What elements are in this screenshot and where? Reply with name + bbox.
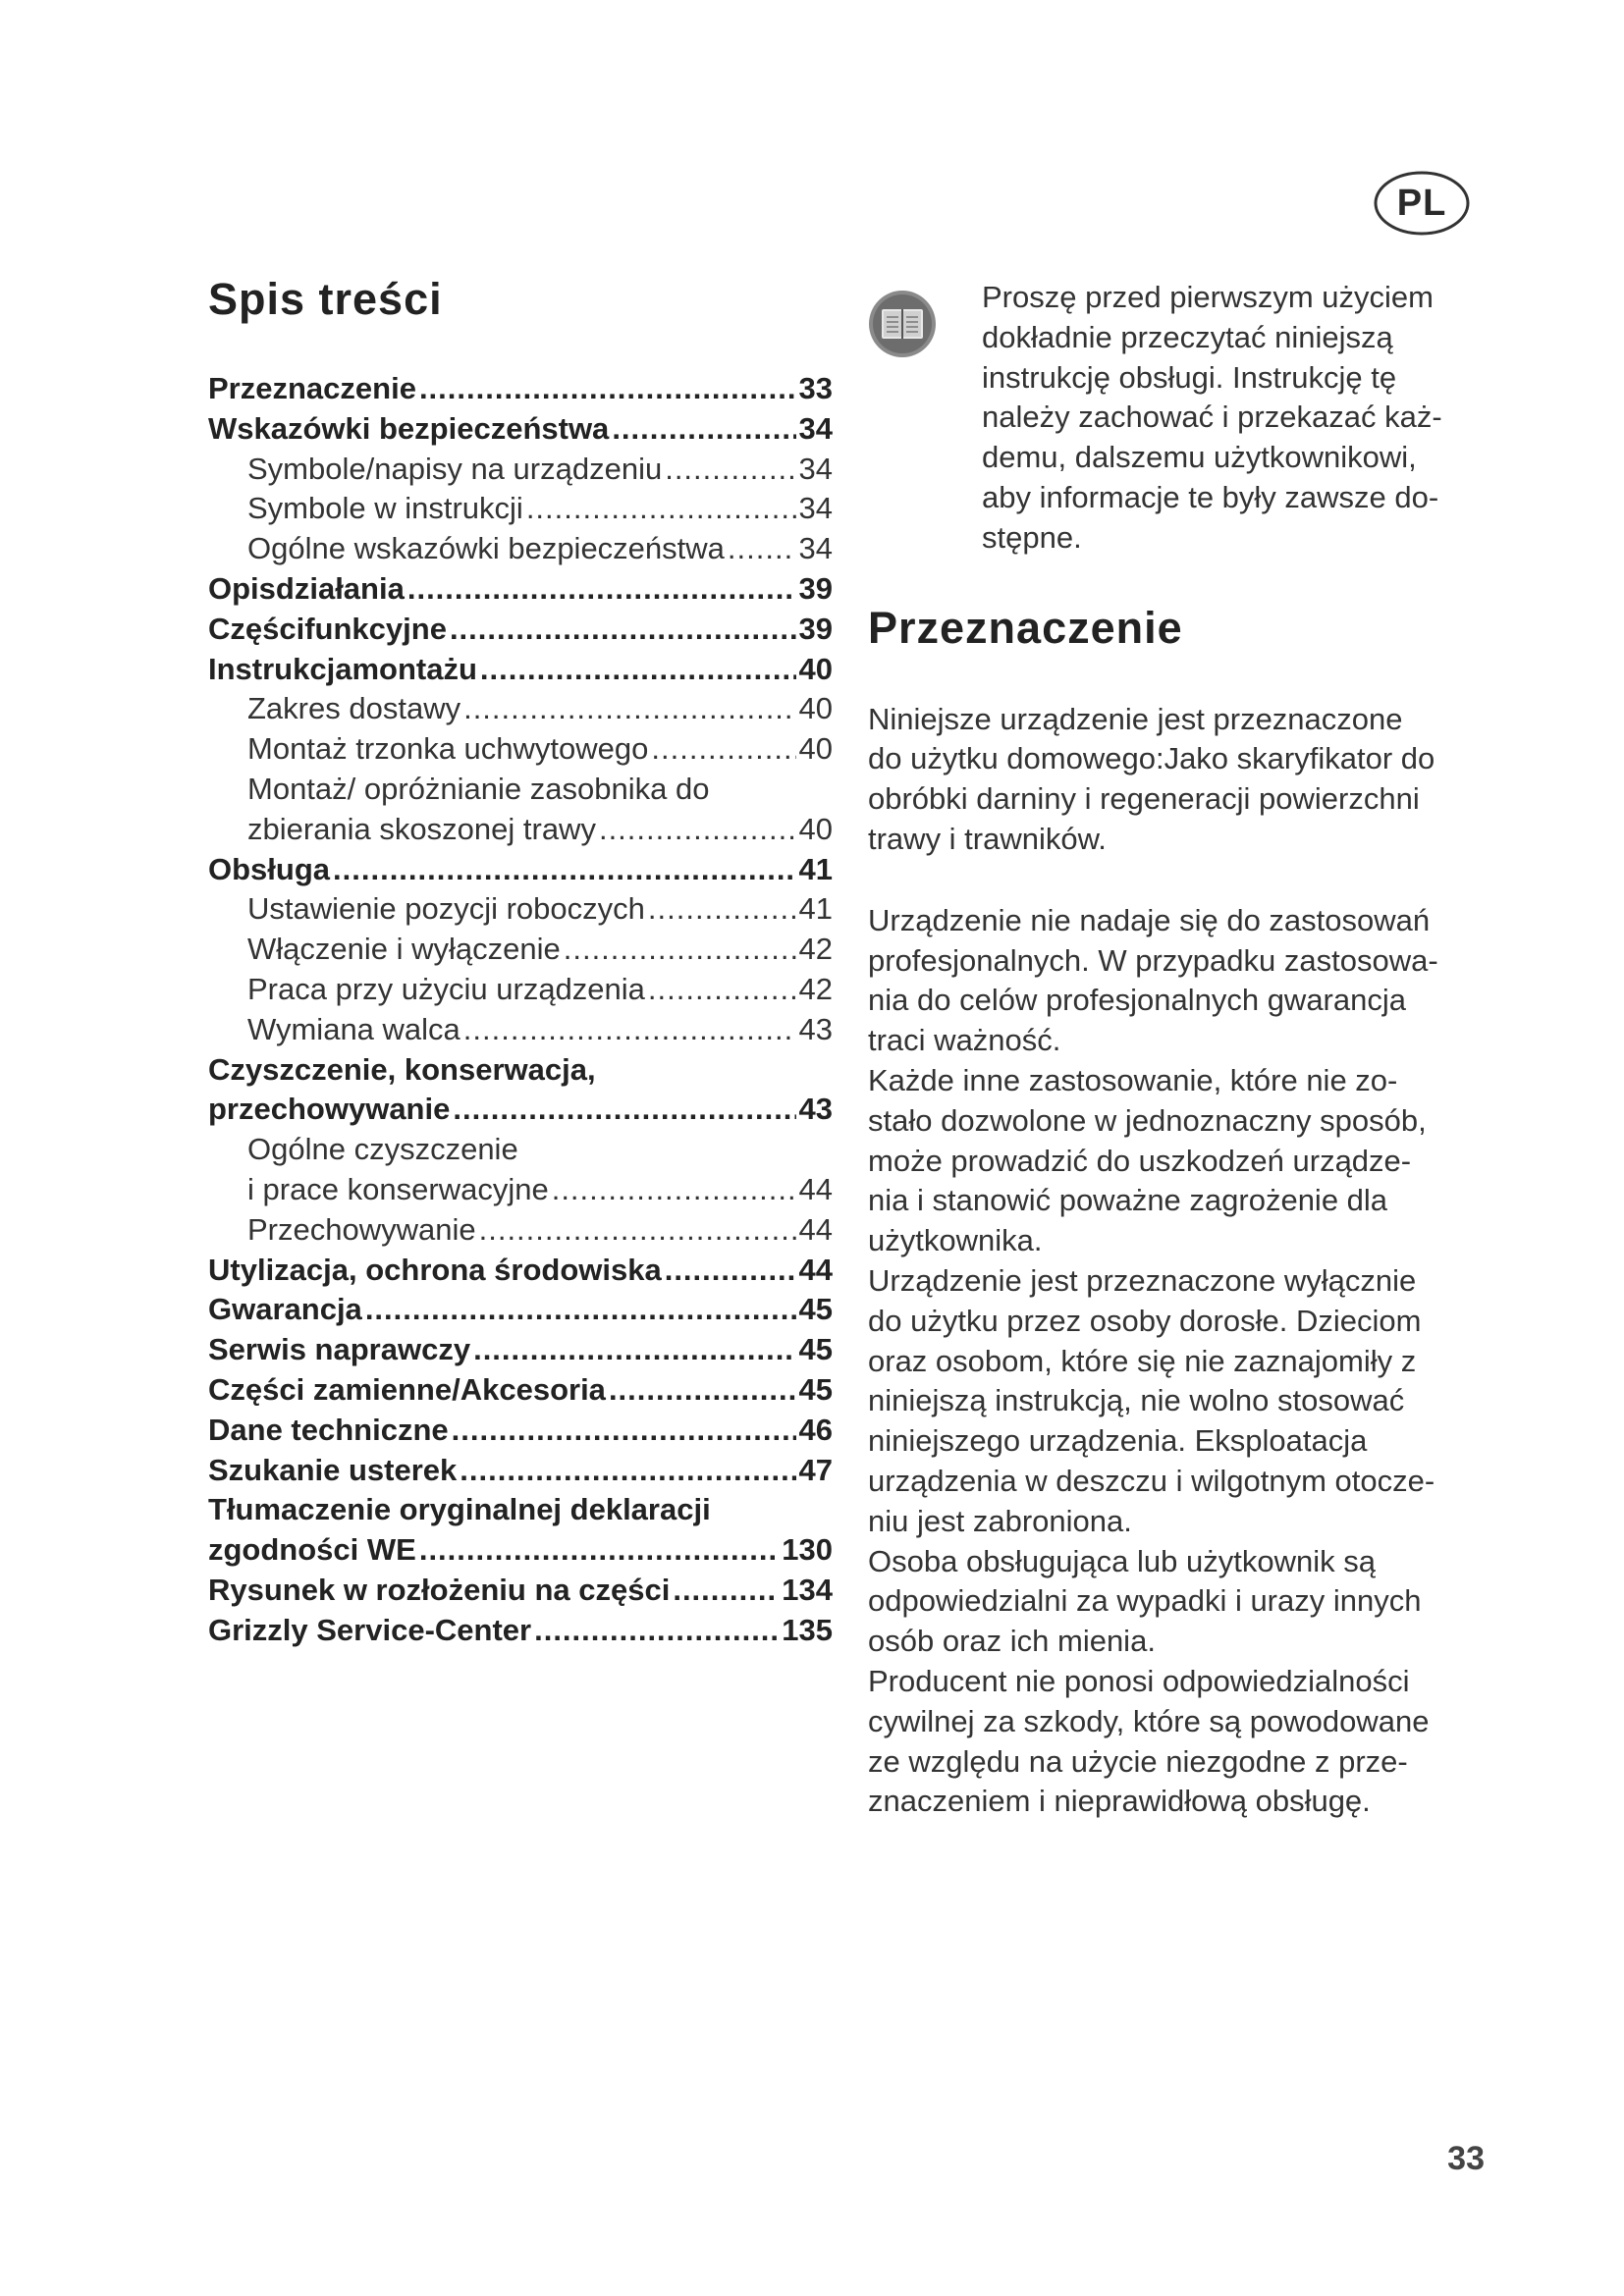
toc-leader-dots: [479, 1210, 796, 1251]
toc-entry: [208, 930, 833, 970]
toc-entry-page: 42: [798, 971, 833, 1006]
toc-entry-page: 42: [798, 932, 833, 967]
toc-entry-page: 45: [798, 1371, 833, 1407]
toc-leader-dots: [333, 850, 796, 890]
toc-entry-label: Serwis naprawczy: [208, 1332, 471, 1367]
toc-entry: [208, 569, 833, 610]
toc-leader-dots: [564, 930, 796, 970]
toc-entry-label: Montaż/ opróżnianie zasobnika do: [247, 771, 710, 806]
toc-entry: [208, 1411, 833, 1451]
toc-entry: [208, 450, 833, 490]
toc-leader-dots: [407, 569, 796, 610]
page-number: 33: [1447, 2140, 1485, 2177]
toc-entry-label: Symbole/napisy na urządzeniu: [247, 451, 663, 486]
toc-leader-dots: [534, 1611, 779, 1651]
read-manual-book-icon: [868, 290, 937, 358]
toc-entry-label: Tłumaczenie oryginalnej deklaracji: [208, 1492, 711, 1527]
toc-entry: [208, 970, 833, 1010]
toc-entry-label: Zakres dostawy: [247, 691, 461, 726]
body-line: osób oraz ich mienia.: [868, 1624, 1156, 1659]
toc-entry-label: i prace konserwacyjne: [247, 1171, 549, 1206]
toc-entry-label: Ogólne wskazówki bezpieczeństwa: [247, 531, 725, 566]
toc-entry-page: 44: [798, 1211, 833, 1247]
toc-entry: [208, 729, 833, 770]
read-manual-line: instrukcję obsługi. Instrukcję tę: [982, 359, 1397, 395]
toc-entry: [208, 1451, 833, 1491]
body-line: Producent nie ponosi odpowiedzialności: [868, 1663, 1410, 1698]
toc-entry-label: Dane techniczne: [208, 1412, 449, 1447]
toc-entry-label: Gwarancja: [208, 1292, 362, 1327]
toc-entry-page: 40: [798, 651, 833, 686]
toc-entry-label: Ustawienie pozycji roboczych: [247, 891, 645, 927]
toc-entry: [208, 770, 833, 810]
read-manual-line: dokładnie przeczytać niniejszą: [982, 319, 1393, 354]
toc-leader-dots: [473, 1330, 795, 1370]
toc-leader-dots: [526, 489, 796, 529]
body-line: Niniejsze urządzenie jest przeznaczone: [868, 701, 1403, 736]
section-title-intended-use: Przeznaczenie: [868, 602, 1183, 653]
toc-entry-page: 41: [798, 891, 833, 927]
toc-leader-dots: [450, 610, 796, 650]
toc-entry-page: 46: [798, 1412, 833, 1447]
language-code: PL: [1396, 182, 1447, 224]
toc-entry-label: Utylizacja, ochrona środowiska: [208, 1252, 662, 1287]
body-paragraph: [868, 901, 1492, 1061]
toc-leader-dots: [665, 450, 795, 490]
toc-entry-label: zgodności WE: [208, 1532, 416, 1568]
toc-entry-label: zbierania skoszonej trawy: [247, 811, 596, 846]
read-manual-text: [982, 278, 1442, 559]
read-manual-line: stępne.: [982, 519, 1082, 555]
toc-entry-label: Ogólne czyszczenie: [247, 1132, 518, 1167]
body-line: użytkownika.: [868, 1223, 1043, 1258]
body-paragraph: [868, 1542, 1492, 1662]
toc-entry: [208, 529, 833, 569]
toc-entry: [208, 409, 833, 450]
toc-leader-dots: [648, 889, 796, 930]
toc-entry: [208, 650, 833, 690]
toc-entry-page: 43: [798, 1092, 833, 1127]
toc-leader-dots: [463, 1010, 796, 1050]
toc-entry-label: Grizzly Service-Center: [208, 1612, 532, 1647]
toc-entry-page: 45: [798, 1332, 833, 1367]
toc-entry-page: 34: [798, 491, 833, 526]
toc-entry-page: 44: [798, 1252, 833, 1287]
toc-entry: [208, 889, 833, 930]
toc-leader-dots: [419, 369, 796, 409]
toc-entry: [208, 1090, 833, 1130]
intended-use-column: [868, 278, 1492, 1822]
toc-entry-page: 34: [798, 410, 833, 446]
body-line: do użytku domowego:Jako skaryfikator do: [868, 741, 1435, 776]
toc-entry: [208, 1490, 833, 1530]
toc-entry: [208, 1130, 833, 1170]
toc-leader-dots: [665, 1251, 796, 1291]
toc-leader-dots: [452, 1411, 796, 1451]
toc-entry-page: 33: [798, 371, 833, 405]
toc-leader-dots: [365, 1290, 796, 1330]
toc-leader-dots: [612, 409, 795, 450]
toc-entry-page: 34: [798, 451, 833, 486]
toc-entry-label: Częścifunkcyjne: [208, 611, 447, 646]
body-paragraph: [868, 1061, 1492, 1261]
toc-entry-page: 130: [782, 1532, 833, 1568]
read-manual-line: demu, dalszemu użytkownikowi,: [982, 440, 1417, 475]
language-badge: [1373, 169, 1471, 238]
toc-entry-label: Opisdziałania: [208, 570, 405, 606]
toc-entry-page: 43: [798, 1011, 833, 1046]
body-line: znaczeniem i nieprawidłową obsługę.: [868, 1784, 1371, 1819]
toc-entry-page: 47: [798, 1452, 833, 1487]
body-line: odpowiedzialni za wypadki i urazy innych: [868, 1583, 1422, 1619]
toc-entry-page: 39: [798, 570, 833, 606]
toc-leader-dots: [552, 1170, 796, 1210]
body-line: oraz osobom, które się nie zaznajomiły z: [868, 1343, 1417, 1378]
body-paragraph: [868, 1261, 1492, 1542]
body-line: ze względu na użycie niezgodne z prze-: [868, 1743, 1408, 1779]
body-line: niniejszego urządzenia. Eksploatacja: [868, 1423, 1368, 1459]
body-line: może prowadzić do uszkodzeń urządze-: [868, 1143, 1412, 1178]
toc-leader-dots: [419, 1530, 779, 1571]
table-of-contents: [208, 273, 833, 1651]
body-line: profesjonalnych. W przypadku zastosowa-: [868, 942, 1438, 978]
toc-leader-dots: [463, 689, 795, 729]
toc-entry-page: 44: [798, 1171, 833, 1206]
toc-entry-label: Wymiana walca: [247, 1011, 460, 1046]
toc-entry: [208, 489, 833, 529]
body-line: niniejszą instrukcją, nie wolno stosować: [868, 1383, 1405, 1418]
toc-entry-page: 41: [798, 851, 833, 886]
toc-entry-label: Włączenie i wyłączenie: [247, 932, 561, 967]
toc-entry-label: przechowywanie: [208, 1092, 451, 1127]
toc-entry: [208, 1210, 833, 1251]
body-line: niu jest zabroniona.: [868, 1503, 1132, 1538]
toc-entry-label: Obsługa: [208, 851, 331, 886]
toc-entry: [208, 1611, 833, 1651]
toc-entry-label: Montaż trzonka uchwytowego: [247, 731, 649, 767]
toc-entry-label: Wskazówki bezpieczeństwa: [208, 410, 610, 446]
body-line: cywilnej za szkody, które są powodowane: [868, 1703, 1430, 1738]
toc-leader-dots: [453, 1090, 795, 1130]
toc-entry: [208, 1010, 833, 1050]
toc-entry-page: 39: [798, 611, 833, 646]
toc-entry: [208, 1330, 833, 1370]
toc-list: [208, 369, 833, 1651]
body-line: Urządzenie nie nadaje się do zastosowań: [868, 902, 1431, 937]
toc-entry: [208, 1251, 833, 1291]
read-manual-line: aby informacje te były zawsze do-: [982, 479, 1439, 514]
toc-leader-dots: [599, 810, 796, 850]
read-manual-line: należy zachować i przekazać każ-: [982, 400, 1442, 435]
toc-entry-page: 135: [782, 1612, 833, 1647]
body-line: traci ważność.: [868, 1023, 1061, 1058]
toc-entry-label: Części zamienne/Akcesoria: [208, 1371, 606, 1407]
toc-entry: [208, 810, 833, 850]
toc-entry-label: Przechowywanie: [247, 1211, 476, 1247]
toc-leader-dots: [609, 1370, 796, 1411]
body-paragraph: [868, 1662, 1492, 1822]
toc-title: Spis treści: [208, 274, 443, 324]
toc-entry-page: 45: [798, 1292, 833, 1327]
toc-entry-page: 40: [798, 731, 833, 767]
intended-use-body: [868, 700, 1492, 1823]
toc-leader-dots: [648, 970, 796, 1010]
toc-entry: [208, 689, 833, 729]
toc-entry-page: 40: [798, 811, 833, 846]
toc-entry-label: Praca przy użyciu urządzenia: [247, 971, 645, 1006]
toc-entry: [208, 850, 833, 890]
toc-leader-dots: [460, 1451, 795, 1491]
toc-entry: [208, 1530, 833, 1571]
toc-entry-label: Czyszczenie, konserwacja,: [208, 1051, 596, 1087]
read-manual-line: Proszę przed pierwszym użyciem: [982, 280, 1434, 314]
toc-entry-label: Instrukcjamontażu: [208, 651, 477, 686]
toc-entry-page: 134: [782, 1572, 833, 1607]
toc-entry-page: 40: [798, 691, 833, 726]
body-paragraph: [868, 700, 1492, 860]
toc-entry: [208, 369, 833, 409]
toc-entry-label: Rysunek w rozłożeniu na części: [208, 1572, 671, 1607]
toc-leader-dots: [673, 1571, 779, 1611]
toc-leader-dots: [651, 729, 795, 770]
read-manual-note: [868, 278, 1492, 559]
body-line: trawy i trawników.: [868, 821, 1107, 856]
toc-leader-dots: [480, 650, 796, 690]
toc-leader-dots: [728, 529, 796, 569]
toc-entry: [208, 1370, 833, 1411]
toc-entry-label: Szukanie usterek: [208, 1452, 458, 1487]
body-line: do użytku przez osoby dorosłe. Dzieciom: [868, 1303, 1422, 1338]
toc-entry: [208, 1571, 833, 1611]
toc-entry: [208, 1290, 833, 1330]
body-line: Osoba obsługująca lub użytkownik są: [868, 1543, 1376, 1578]
toc-entry-label: Symbole w instrukcji: [247, 491, 523, 526]
toc-entry-label: Przeznaczenie: [208, 371, 416, 405]
body-line: Każde inne zastosowanie, które nie zo-: [868, 1062, 1398, 1097]
body-line: urządzenia w deszczu i wilgotnym otocze-: [868, 1463, 1435, 1498]
body-line: obróbki darniny i regeneracji powierzchni: [868, 781, 1420, 817]
body-line: nia do celów profesjonalnych gwarancja: [868, 983, 1406, 1018]
toc-entry: [208, 610, 833, 650]
toc-entry-page: 34: [798, 531, 833, 566]
toc-entry: [208, 1170, 833, 1210]
body-line: Urządzenie jest przeznaczone wyłącznie: [868, 1262, 1417, 1298]
body-line: stało dozwolone w jednoznaczny sposób,: [868, 1102, 1427, 1138]
toc-entry: [208, 1050, 833, 1091]
body-line: nia i stanowić poważne zagrożenie dla: [868, 1183, 1388, 1218]
